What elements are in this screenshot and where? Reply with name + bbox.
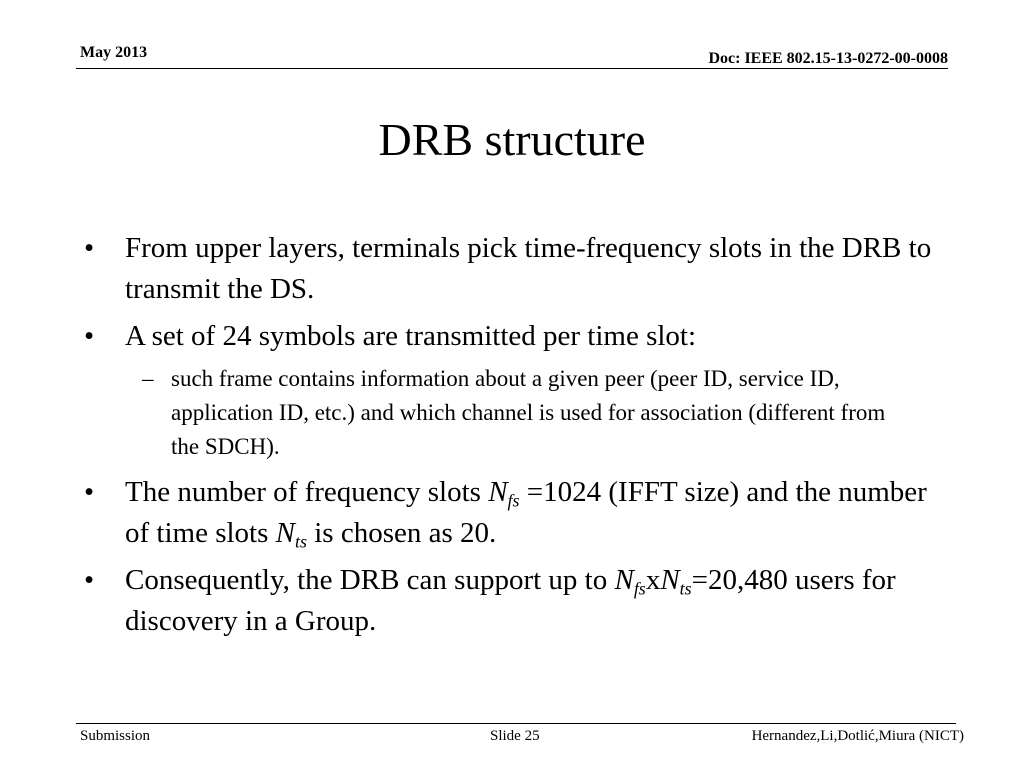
footer-submission: Submission [80,728,151,744]
footer-slide-number: Slide 25 [490,728,540,744]
bullet-marker: • [84,476,95,508]
bullet-text [125,476,927,552]
bullet-text: A set of 24 symbols are transmitted per time slot: [125,320,697,352]
slide-content [84,228,944,648]
footer-authors: Hernandez,Li,Dotlić,Miura (NICT) [751,728,964,744]
footer-divider [76,723,956,724]
bullet-marker: • [84,564,95,596]
math-subscript: fs [507,490,520,511]
slide-header-doc-id: Doc: IEEE 802.15-13-0272-00-0008 [708,50,948,67]
sub-bullet-text: such frame contains information about a given peer (peer ID, service ID, application ID, etc.) and which channel is used for association (different from the SDCH). [171,366,886,459]
bullet-marker: • [84,320,95,352]
sub-bullet-item [84,362,944,464]
math-symbol: N [660,564,680,596]
math-subscript: ts [294,531,307,552]
math-symbol: N [488,476,508,508]
header-divider [76,68,948,69]
bullet-text [125,564,896,637]
bullet-item [84,472,944,554]
bullet-item [84,228,944,310]
slide-title: DRB structure [378,114,646,165]
slide-header-date: May 2013 [80,44,148,61]
bullet-marker: • [84,232,95,264]
math-symbol: N [275,517,295,549]
bullet-text: From upper layers, terminals pick time-frequency slots in the DRB to transmit the DS. [125,232,932,305]
math-subscript: ts [679,578,692,599]
text-run: The number of frequency slots [125,476,489,508]
text-run: x [645,564,661,596]
bullet-item [84,316,944,357]
bullet-item [84,560,944,642]
text-run: =1024 (IFFT size) and the number of time slots [125,476,927,549]
text-run: Consequently, the DRB can support up to [125,564,615,596]
math-symbol: N [614,564,634,596]
text-run: =20,480 users for discovery in a Group. [125,564,896,637]
sub-bullet-marker: – [142,366,154,391]
math-subscript: fs [633,578,646,599]
text-run: is chosen as 20. [306,517,497,549]
